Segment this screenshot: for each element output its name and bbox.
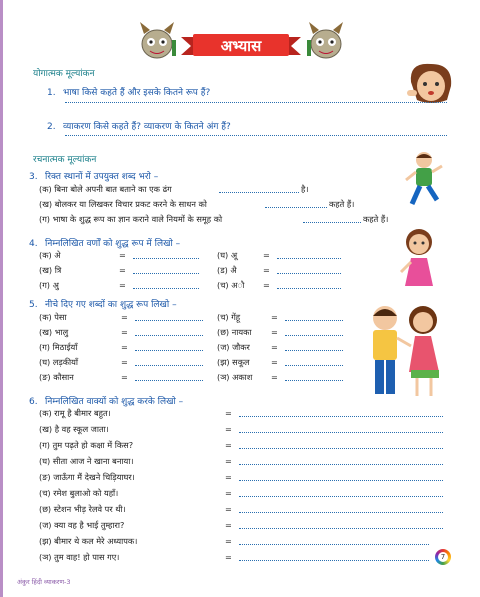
answer-line[interactable] [285, 350, 343, 351]
sentence-item: (ङ) जाऊँगा मैं देखने चिड़ियाघर। [39, 472, 135, 482]
question-number: 2. [47, 122, 56, 132]
banner-title: अभ्यास [220, 37, 262, 55]
equals-sign: = [225, 552, 232, 562]
fill-blank-end: है। [301, 184, 309, 194]
sentence-item: (ज) क्या वह है भाई तुम्हारा? [39, 520, 125, 530]
answer-line[interactable] [135, 365, 203, 366]
fill-blank-item [39, 199, 207, 210]
sentence-item: (छ) स्टेशन भीड़ रेलवे पर थी। [39, 504, 126, 514]
equals-sign: = [119, 265, 126, 275]
question-5 [29, 297, 177, 310]
answer-line[interactable] [285, 335, 343, 336]
question-number: 1. [47, 88, 56, 98]
girl-illustration [403, 60, 459, 112]
word-item: (ग) मिठाईयाँ [39, 342, 78, 352]
question-6 [29, 394, 183, 407]
equals-sign: = [121, 327, 128, 337]
word-item: (ख) भालु [39, 327, 69, 337]
equals-sign: = [271, 342, 278, 352]
equals-sign: = [119, 250, 126, 260]
item-text: (ग) भाषा के शुद्ध रूप का ज्ञान कराने वाले नियमों के समूह को [39, 214, 223, 224]
letter-item: (क) अे [39, 250, 61, 260]
right-mascot-illustration [305, 20, 347, 64]
item-text: (ख) बोलकर या लिखकर विचार प्रकट करने के साधन को [39, 199, 207, 209]
question-text: नीचे दिए गए शब्दों का शुद्ध रूप लिखो – [45, 300, 177, 310]
answer-line[interactable] [239, 544, 429, 545]
letter-item: (ख) त्रि [39, 265, 62, 275]
blank-line[interactable] [303, 222, 361, 223]
question-1 [47, 85, 210, 98]
word-item: (च) गेंहू [217, 312, 241, 322]
footer-book-title: अंकुर हिंदी व्याकरण-3 [17, 578, 71, 586]
letter-item: (च) अौ [217, 280, 245, 290]
left-mascot-illustration [136, 20, 178, 64]
equals-sign: = [121, 357, 128, 367]
question-text: निम्नलिखित वर्णों को शुद्ध रूप में लिखो – [45, 239, 181, 249]
sentence-item: (क) रामू है बीमार बहुत। [39, 408, 111, 418]
question-4 [29, 236, 180, 249]
answer-line[interactable] [277, 258, 341, 259]
sentence-item: (झ) बीमार थे कल मेरे अध्यापक। [39, 536, 138, 546]
equals-sign: = [119, 280, 126, 290]
answer-line[interactable] [133, 288, 199, 289]
answer-line[interactable] [239, 496, 443, 497]
boy-and-girl-illustration [359, 302, 451, 402]
answer-line[interactable] [239, 512, 443, 513]
page-number-badge [435, 549, 451, 565]
question-number: 4. [29, 239, 38, 249]
sentence-item: (ग) तुम पढ़ते हो कक्षा में किस? [39, 440, 134, 450]
question-number: 3. [29, 172, 38, 182]
answer-line [65, 135, 447, 136]
answer-line[interactable] [277, 288, 341, 289]
answer-line[interactable] [239, 480, 443, 481]
letter-item: (ग) अु [39, 280, 59, 290]
answer-line[interactable] [133, 258, 199, 259]
equals-sign: = [225, 424, 232, 434]
section-heading-creative: रचनात्मक मूल्यांकन [33, 155, 97, 165]
answer-line[interactable] [239, 448, 443, 449]
question-text: व्याकरण किसे कहते हैं? व्याकरण के कितने अंग हैं? [63, 122, 231, 132]
word-item: (ञ) अकाश [217, 372, 253, 382]
answer-line[interactable] [135, 380, 203, 381]
question-3 [29, 169, 158, 182]
answer-line[interactable] [285, 365, 343, 366]
word-item: (ङ) कौसान [39, 372, 74, 382]
item-text: (क) बिना बोले अपनी बात बताने का एक ढंग [39, 184, 172, 194]
letter-item: (घ) अू [217, 250, 238, 260]
answer-line[interactable] [285, 380, 343, 381]
girl-with-pigtails-illustration [395, 226, 443, 288]
question-2 [47, 119, 231, 132]
question-text: निम्नलिखित वाक्यों को शुद्ध करके लिखो – [45, 397, 184, 407]
equals-sign: = [271, 372, 278, 382]
answer-line[interactable] [135, 350, 203, 351]
fill-blank-end: कहते हैं। [329, 199, 355, 209]
answer-line[interactable] [239, 464, 443, 465]
answer-line[interactable] [277, 273, 341, 274]
page-number: 7 [438, 552, 448, 562]
equals-sign: = [121, 372, 128, 382]
equals-sign: = [225, 456, 232, 466]
answer-line[interactable] [239, 528, 443, 529]
equals-sign: = [225, 472, 232, 482]
exercise-banner [181, 33, 301, 59]
equals-sign: = [225, 408, 232, 418]
equals-sign: = [225, 520, 232, 530]
question-number: 5. [29, 300, 38, 310]
running-boy-illustration [401, 150, 447, 210]
equals-sign: = [263, 250, 270, 260]
equals-sign: = [271, 357, 278, 367]
equals-sign: = [225, 536, 232, 546]
fill-blank-end: कहते हैं। [363, 214, 389, 224]
fill-blank-item [39, 214, 222, 225]
equals-sign: = [263, 265, 270, 275]
equals-sign: = [263, 280, 270, 290]
equals-sign: = [225, 504, 232, 514]
equals-sign: = [271, 312, 278, 322]
word-item: (झ) सकूल [217, 357, 250, 367]
question-text: रिक्त स्थानों में उपयुक्त शब्द भरो – [45, 172, 159, 182]
equals-sign: = [271, 327, 278, 337]
blank-line[interactable] [265, 207, 327, 208]
answer-line[interactable] [135, 335, 203, 336]
answer-line [65, 102, 447, 103]
question-number: 6. [29, 397, 38, 407]
answer-line[interactable] [239, 432, 443, 433]
answer-line[interactable] [135, 320, 203, 321]
blank-line[interactable] [219, 192, 299, 193]
equals-sign: = [121, 342, 128, 352]
letter-item: (ड) अै [217, 265, 237, 275]
answer-line[interactable] [239, 416, 443, 417]
word-item: (क) पेसा [39, 312, 67, 322]
sentence-item: (ख) है वह स्कूल जाता। [39, 424, 109, 434]
answer-line[interactable] [285, 320, 343, 321]
word-item: (ज) जौकर [217, 342, 250, 352]
fill-blank-item [39, 184, 172, 195]
equals-sign: = [225, 488, 232, 498]
answer-line[interactable] [239, 560, 429, 561]
section-heading-evaluation: योगात्मक मूल्यांकन [33, 69, 95, 79]
word-item: (छ) नायका [217, 327, 252, 337]
answer-line[interactable] [133, 273, 199, 274]
sentence-item: (ञ) तुम वाह! हो पास गए। [39, 552, 120, 562]
word-item: (घ) लड़कीयाँ [39, 357, 79, 367]
question-text: भाषा किसे कहते हैं और इसके कितने रूप हैं? [63, 88, 211, 98]
sentence-item: (च) रमेश बुलाओ को यहाँ। [39, 488, 119, 498]
equals-sign: = [121, 312, 128, 322]
equals-sign: = [225, 440, 232, 450]
sentence-item: (घ) सीता आज ने खाना बनाया। [39, 456, 134, 466]
